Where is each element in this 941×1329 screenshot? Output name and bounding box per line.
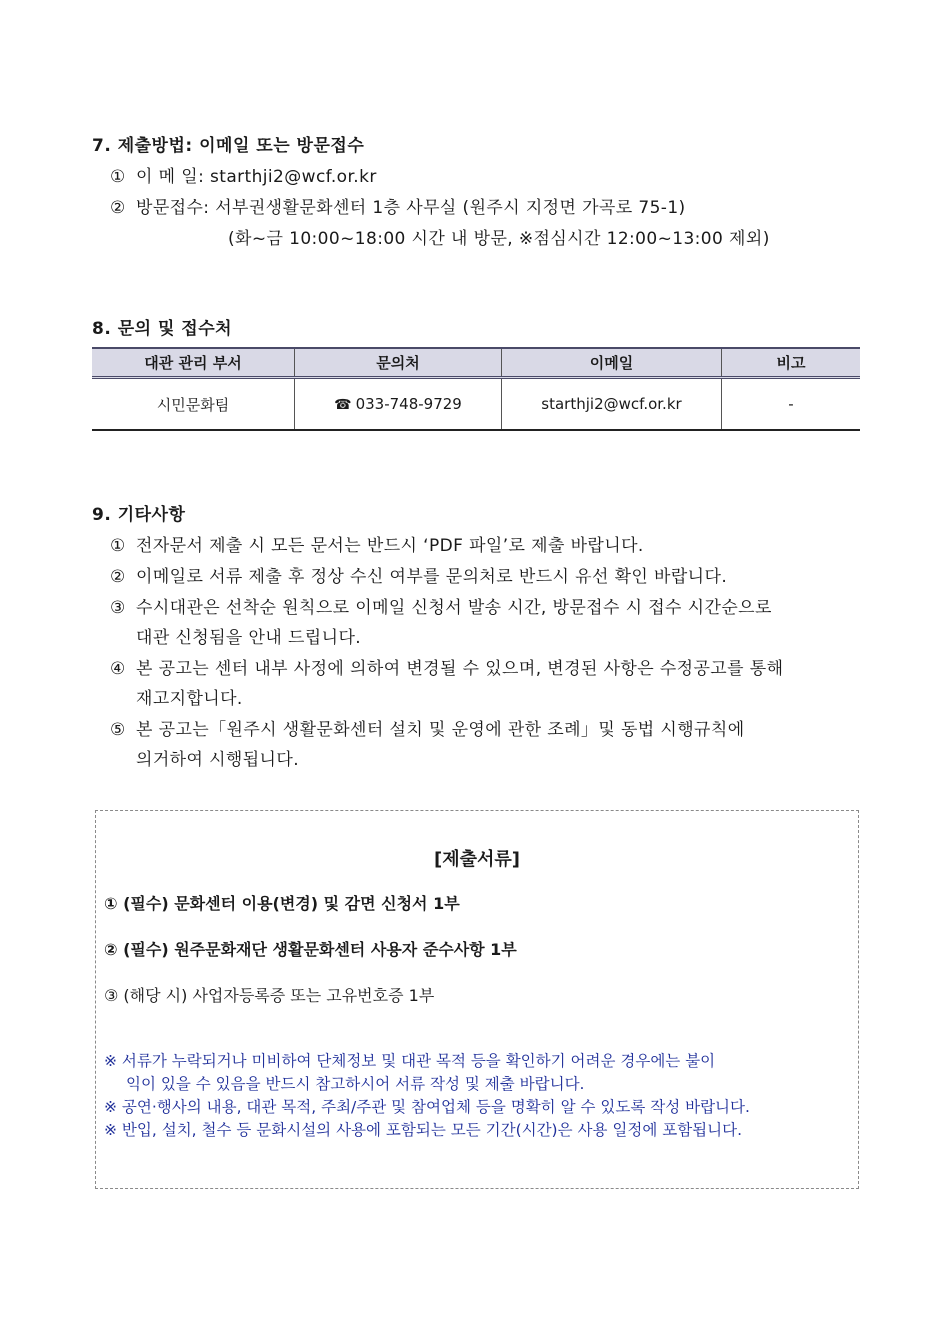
document-item-required-1: ① (필수) 문화센터 이용(변경) 및 감면 신청서 1부 [104,894,460,913]
section-9-heading: 9. 기타사항 [92,505,186,525]
email-cell: starthji2@wcf.or.kr [502,378,722,431]
note-line: ※ 공연·행사의 내용, 대관 목적, 주최/주관 및 참여업체 등을 명확히 알 수 있도록 작성 바랍니다. [104,1098,750,1116]
section-9-line: ④ 본 공고는 센터 내부 사정에 의하여 변경될 수 있으며, 변경된 사항은 수정공고를 통해 [110,659,784,679]
section-7-heading: 7. 제출방법: 이메일 또는 방문접수 [92,136,365,156]
note-line: 익이 있을 수 있음을 반드시 참고하시어 서류 작성 및 제출 바랍니다. [126,1075,585,1093]
section-9-line: ② 이메일로 서류 제출 후 정상 수신 여부를 문의처로 반드시 유선 확인 바랍니다. [110,567,728,587]
document-item-required-2: ② (필수) 원주문화재단 생활문화센터 사용자 준수사항 1부 [104,940,517,959]
section-8-heading: 8. 문의 및 접수처 [92,319,233,339]
section-7-item-email: ① 이 메 일: starthji2@wcf.or.kr [110,167,377,187]
note-line: ※ 서류가 누락되거나 미비하여 단체정보 및 대관 목적 등을 확인하기 어려운 경우에는 불이 [104,1052,716,1070]
document-item-optional: ③ (해당 시) 사업자등록증 또는 고유번호증 1부 [104,986,435,1005]
section-9-line: 의거하여 시행됩니다. [136,750,300,770]
table-row [92,378,860,431]
section-9-line: 대관 신청됨을 안내 드립니다. [136,628,362,648]
table-header: 비고 [722,348,861,378]
inquiry-table [92,347,860,431]
section-9-line: 재고지합니다. [136,689,243,709]
table-header: 이메일 [502,348,722,378]
section-9-line: ① 전자문서 제출 시 모든 문서는 반드시 ‘PDF 파일’로 제출 바랍니다. [110,536,644,556]
department-cell: 시민문화팀 [92,378,295,431]
table-header: 대관 관리 부서 [92,348,295,378]
phone-cell: ☎ 033-748-9729 [295,378,502,431]
note-line: ※ 반입, 설치, 철수 등 문화시설의 사용에 포함되는 모든 기간(시간)은 사용 일정에 포함됩니다. [104,1121,743,1139]
box-title: [제출서류] [433,849,520,870]
section-9-line: ③ 수시대관은 선착순 원칙으로 이메일 신청서 발송 시간, 방문접수 시 접수 시간순으로 [110,598,772,618]
note-cell: - [722,378,861,431]
section-7-continuation: (화~금 10:00~18:00 시간 내 방문, ※점심시간 12:00~13:00 제외) [228,229,770,249]
table-header-row [92,348,860,378]
section-7-item-visit: ② 방문접수: 서부권생활문화센터 1층 사무실 (원주시 지정면 가곡로 75-1) [110,198,686,218]
table-header: 문의처 [295,348,502,378]
telephone-icon: ☎ [334,397,352,413]
section-9-line: ⑤ 본 공고는「원주시 생활문화센터 설치 및 운영에 관한 조례」및 동법 시행규칙에 [110,720,745,740]
submission-documents-box [95,810,859,1189]
